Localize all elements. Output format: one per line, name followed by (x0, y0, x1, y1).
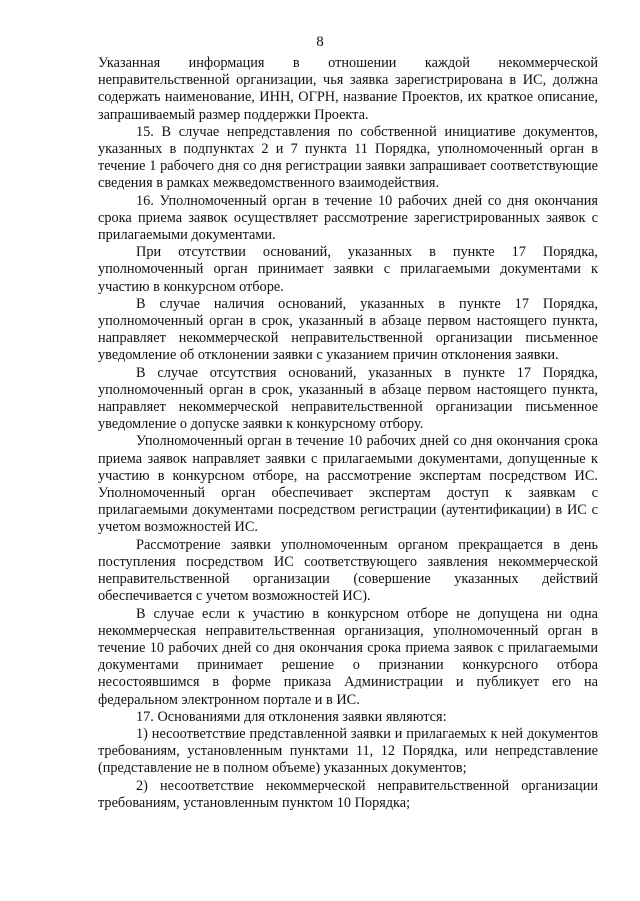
paragraph-org-info-requirements: Указанная информация в отношении каждой некоммерческой неправительственной организации, чья заявка зарегистрирована в ИС, должна содержать наименование, ИНН, ОГРН, название Проектов, их краткое описание, запрашиваемый размер поддержки Проекта. (98, 55, 598, 123)
paragraph-clause-16: 16. Уполномоченный орган в течение 10 рабочих дней со дня окончания срока приема заявок осуществляет рассмотрение зарегистрированных заявок с прилагаемыми документами. (98, 192, 598, 244)
document-body (98, 55, 598, 812)
paragraph-review-termination: Рассмотрение заявки уполномоченным органом прекращается в день поступления посредством ИС соответствующего заявления некоммерческой неправительственной организации (совершение указанных действий обеспечивается с учетом возможностей ИС). (98, 536, 598, 605)
list-item-rejection-ground-2: 2) несоответствие некоммерческой неправительственной организации требованиям, установленным пунктом 10 Порядка; (98, 777, 598, 811)
page-number: 8 (316, 34, 324, 50)
paragraph-selection-failed: В случае если к участию в конкурсном отборе не допущена ни одна некоммерческая неправительственная организация, уполномоченный орган в течение 10 рабочих дней со дня окончания срока приема заявок с прилагаемыми документами принимает решение о признании конкурсного отбора несостоявшимся в форме приказа Администрации и публикует его на федеральном электронном портале и в ИС. (98, 605, 598, 708)
paragraph-no-grounds: При отсутствии оснований, указанных в пункте 17 Порядка, уполномоченный орган принимает заявки с прилагаемыми документами к участию в конкурсном отборе. (98, 244, 598, 295)
list-item-rejection-ground-1: 1) несоответствие представленной заявки и прилагаемых к ней документов требованиям, установленным пунктами 11, 12 Порядка, или непредставление (представление не в полном объеме) указанных документов; (98, 725, 598, 777)
paragraph-clause-17: 17. Основаниями для отклонения заявки являются: (136, 708, 447, 725)
paragraph-grounds-present: В случае наличия оснований, указанных в пункте 17 Порядка, уполномоченный орган в срок, указанный в абзаце первом настоящего пункта, направляет некоммерческой неправительственной организации письменное уведомление об отклонении заявки с указанием причин отклонения заявки. (98, 295, 598, 364)
paragraph-clause-15: 15. В случае непредставления по собственной инициативе документов, указанных в подпунктах 2 и 7 пункта 11 Порядка, уполномоченный орган в течение 1 рабочего дня со дня регистрации заявки запрашивает соответствующие сведения в рамках межведомственного взаимодействия. (98, 123, 598, 192)
paragraph-expert-review: Уполномоченный орган в течение 10 рабочих дней со дня окончания срока приема заявок направляет заявки с прилагаемыми документами, допущенные к участию в конкурсном отборе, на рассмотрение экспертам посредством ИС. Уполномоченный орган обеспечивает экспертам доступ к заявкам с прилагаемыми документами посредством регистрации (аутентификации) в ИС с учетом возможностей ИС. (98, 433, 598, 536)
paragraph-grounds-absent: В случае отсутствия оснований, указанных в пункте 17 Порядка, уполномоченный орган в срок, указанный в абзаце первом настоящего пункта, направляет некоммерческой неправительственной организации письменное уведомление о допуске заявки к конкурсному отбору. (98, 364, 598, 433)
